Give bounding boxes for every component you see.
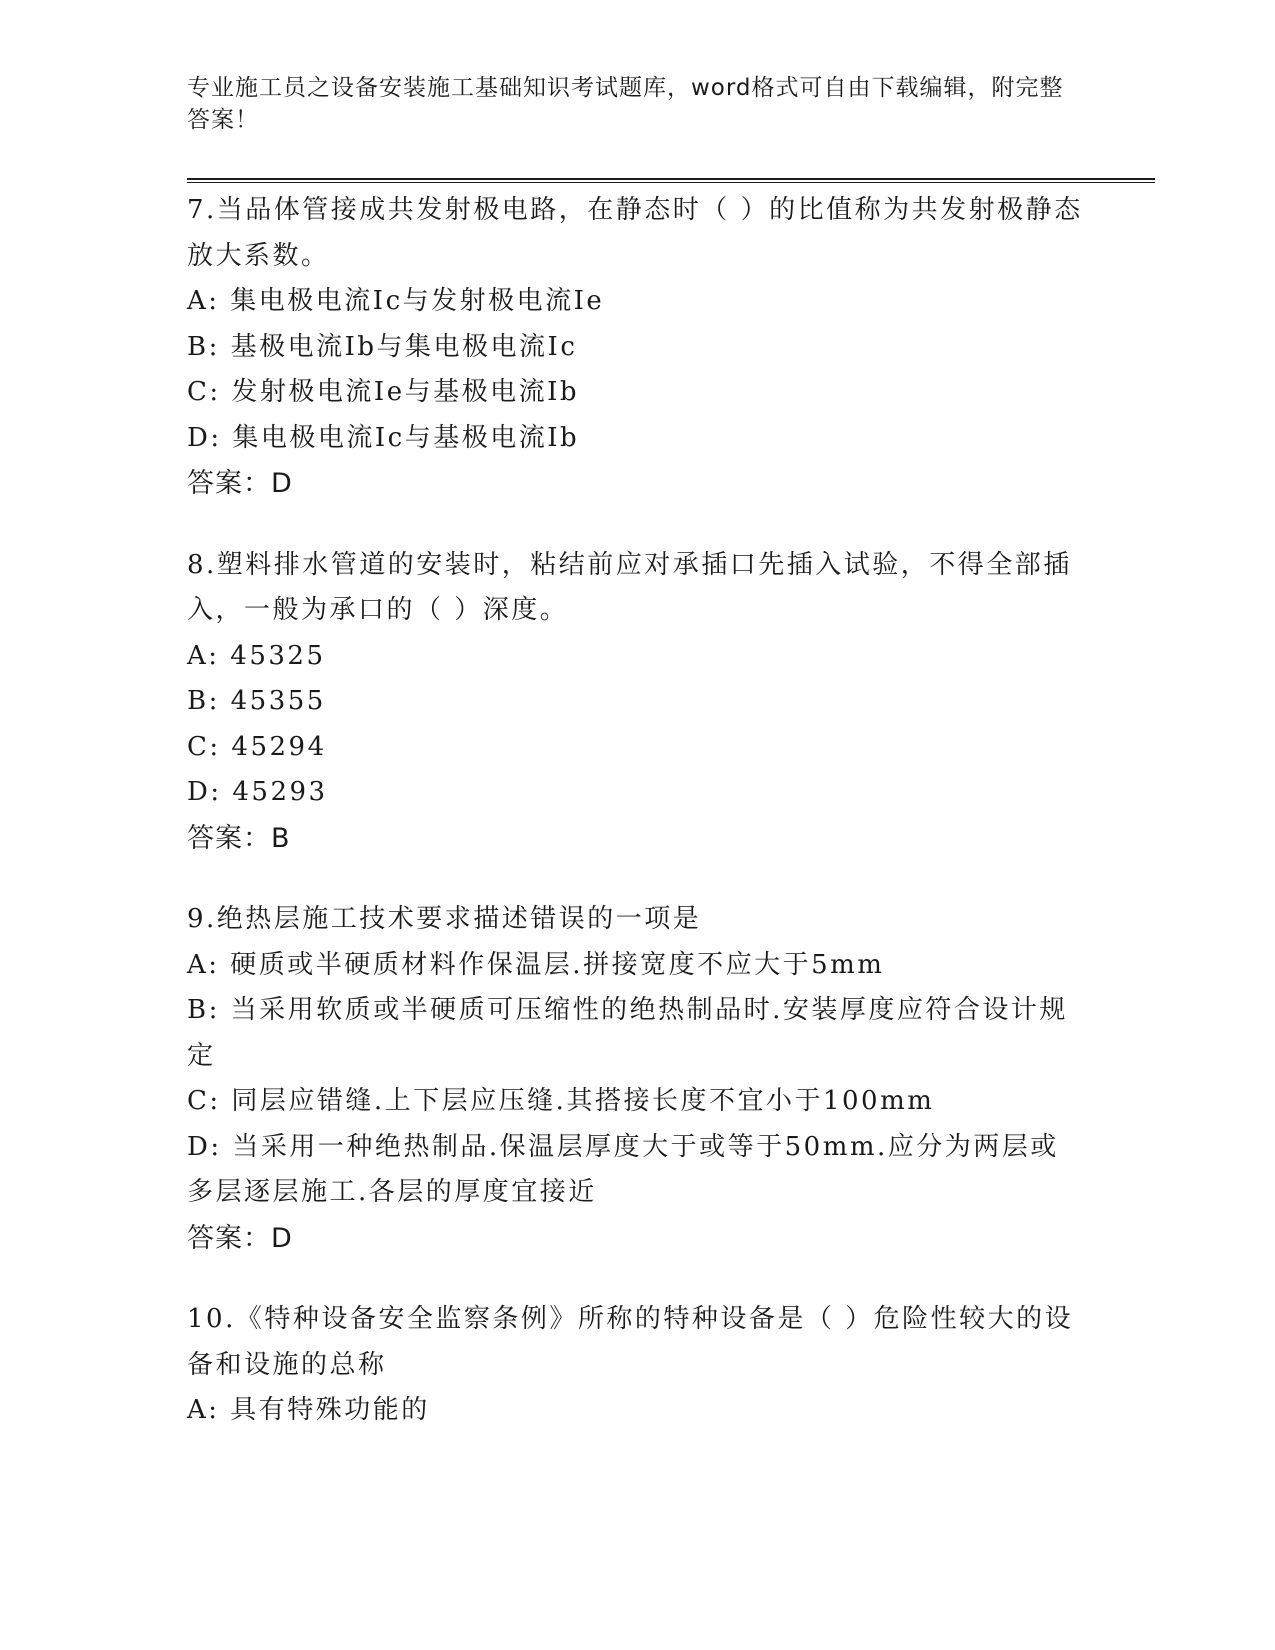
question-9 — [187, 897, 1087, 1261]
option-a: A: 45325 — [187, 640, 326, 671]
option-a: A: 硬质或半硬质材料作保温层.拼接宽度不应大于5mm — [187, 949, 885, 980]
question-8 — [187, 543, 1087, 862]
option-c: C: 发射极电流Ie与基极电流Ib — [187, 377, 579, 407]
option-d: D: 当采用一种绝热制品.保温层厚度大于或等于50mm.应分为两层或多层逐层施工.各层的厚度宜接近 — [187, 1131, 1059, 1207]
option-b: B: 45355 — [187, 686, 326, 716]
option-d: D: 集电极电流Ic与基极电流Ib — [187, 422, 580, 453]
question-7 — [187, 188, 1087, 507]
option-a: A: 集电极电流Ic与发射极电流Ie — [187, 286, 605, 316]
answer: 答案：D — [187, 1222, 293, 1254]
option-a: A: 具有特殊功能的 — [187, 1395, 430, 1425]
question-stem: 7.当品体管接成共发射极电路，在静态时（ ）的比值称为共发射极静态放大系数。 — [187, 195, 1083, 271]
option-c: C: 同层应错缝.上下层应压缝.其搭接长度不宜小于100mm — [187, 1086, 935, 1116]
question-list — [187, 188, 1087, 1470]
option-b: B: 基极电流Ib与集电极电流Ic — [187, 331, 578, 362]
question-stem: 8.塑料排水管道的安装时，粘结前应对承插口先插入试验，不得全部插入，一般为承口的（ ）深度。 — [187, 549, 1072, 625]
question-10 — [187, 1297, 1087, 1434]
question-stem: 9.绝热层施工技术要求描述错误的一项是 — [187, 904, 702, 934]
answer: 答案：B — [187, 822, 291, 854]
option-c: C: 45294 — [187, 731, 327, 762]
answer: 答案：D — [187, 468, 293, 499]
header-rule-thick — [187, 178, 1155, 180]
option-b: B: 当采用软质或半硬质可压缩性的绝热制品时.安装厚度应符合设计规定 — [187, 995, 1068, 1071]
header-rule-thin — [187, 182, 1155, 183]
option-d: D: 45293 — [187, 777, 328, 807]
question-stem: 10.《特种设备安全监察条例》所称的特种设备是（ ）危险性较大的设备和设施的总称 — [187, 1304, 1074, 1380]
document-header: 专业施工员之设备安装施工基础知识考试题库，word格式可自由下载编辑，附完整答案！ — [187, 75, 1064, 133]
